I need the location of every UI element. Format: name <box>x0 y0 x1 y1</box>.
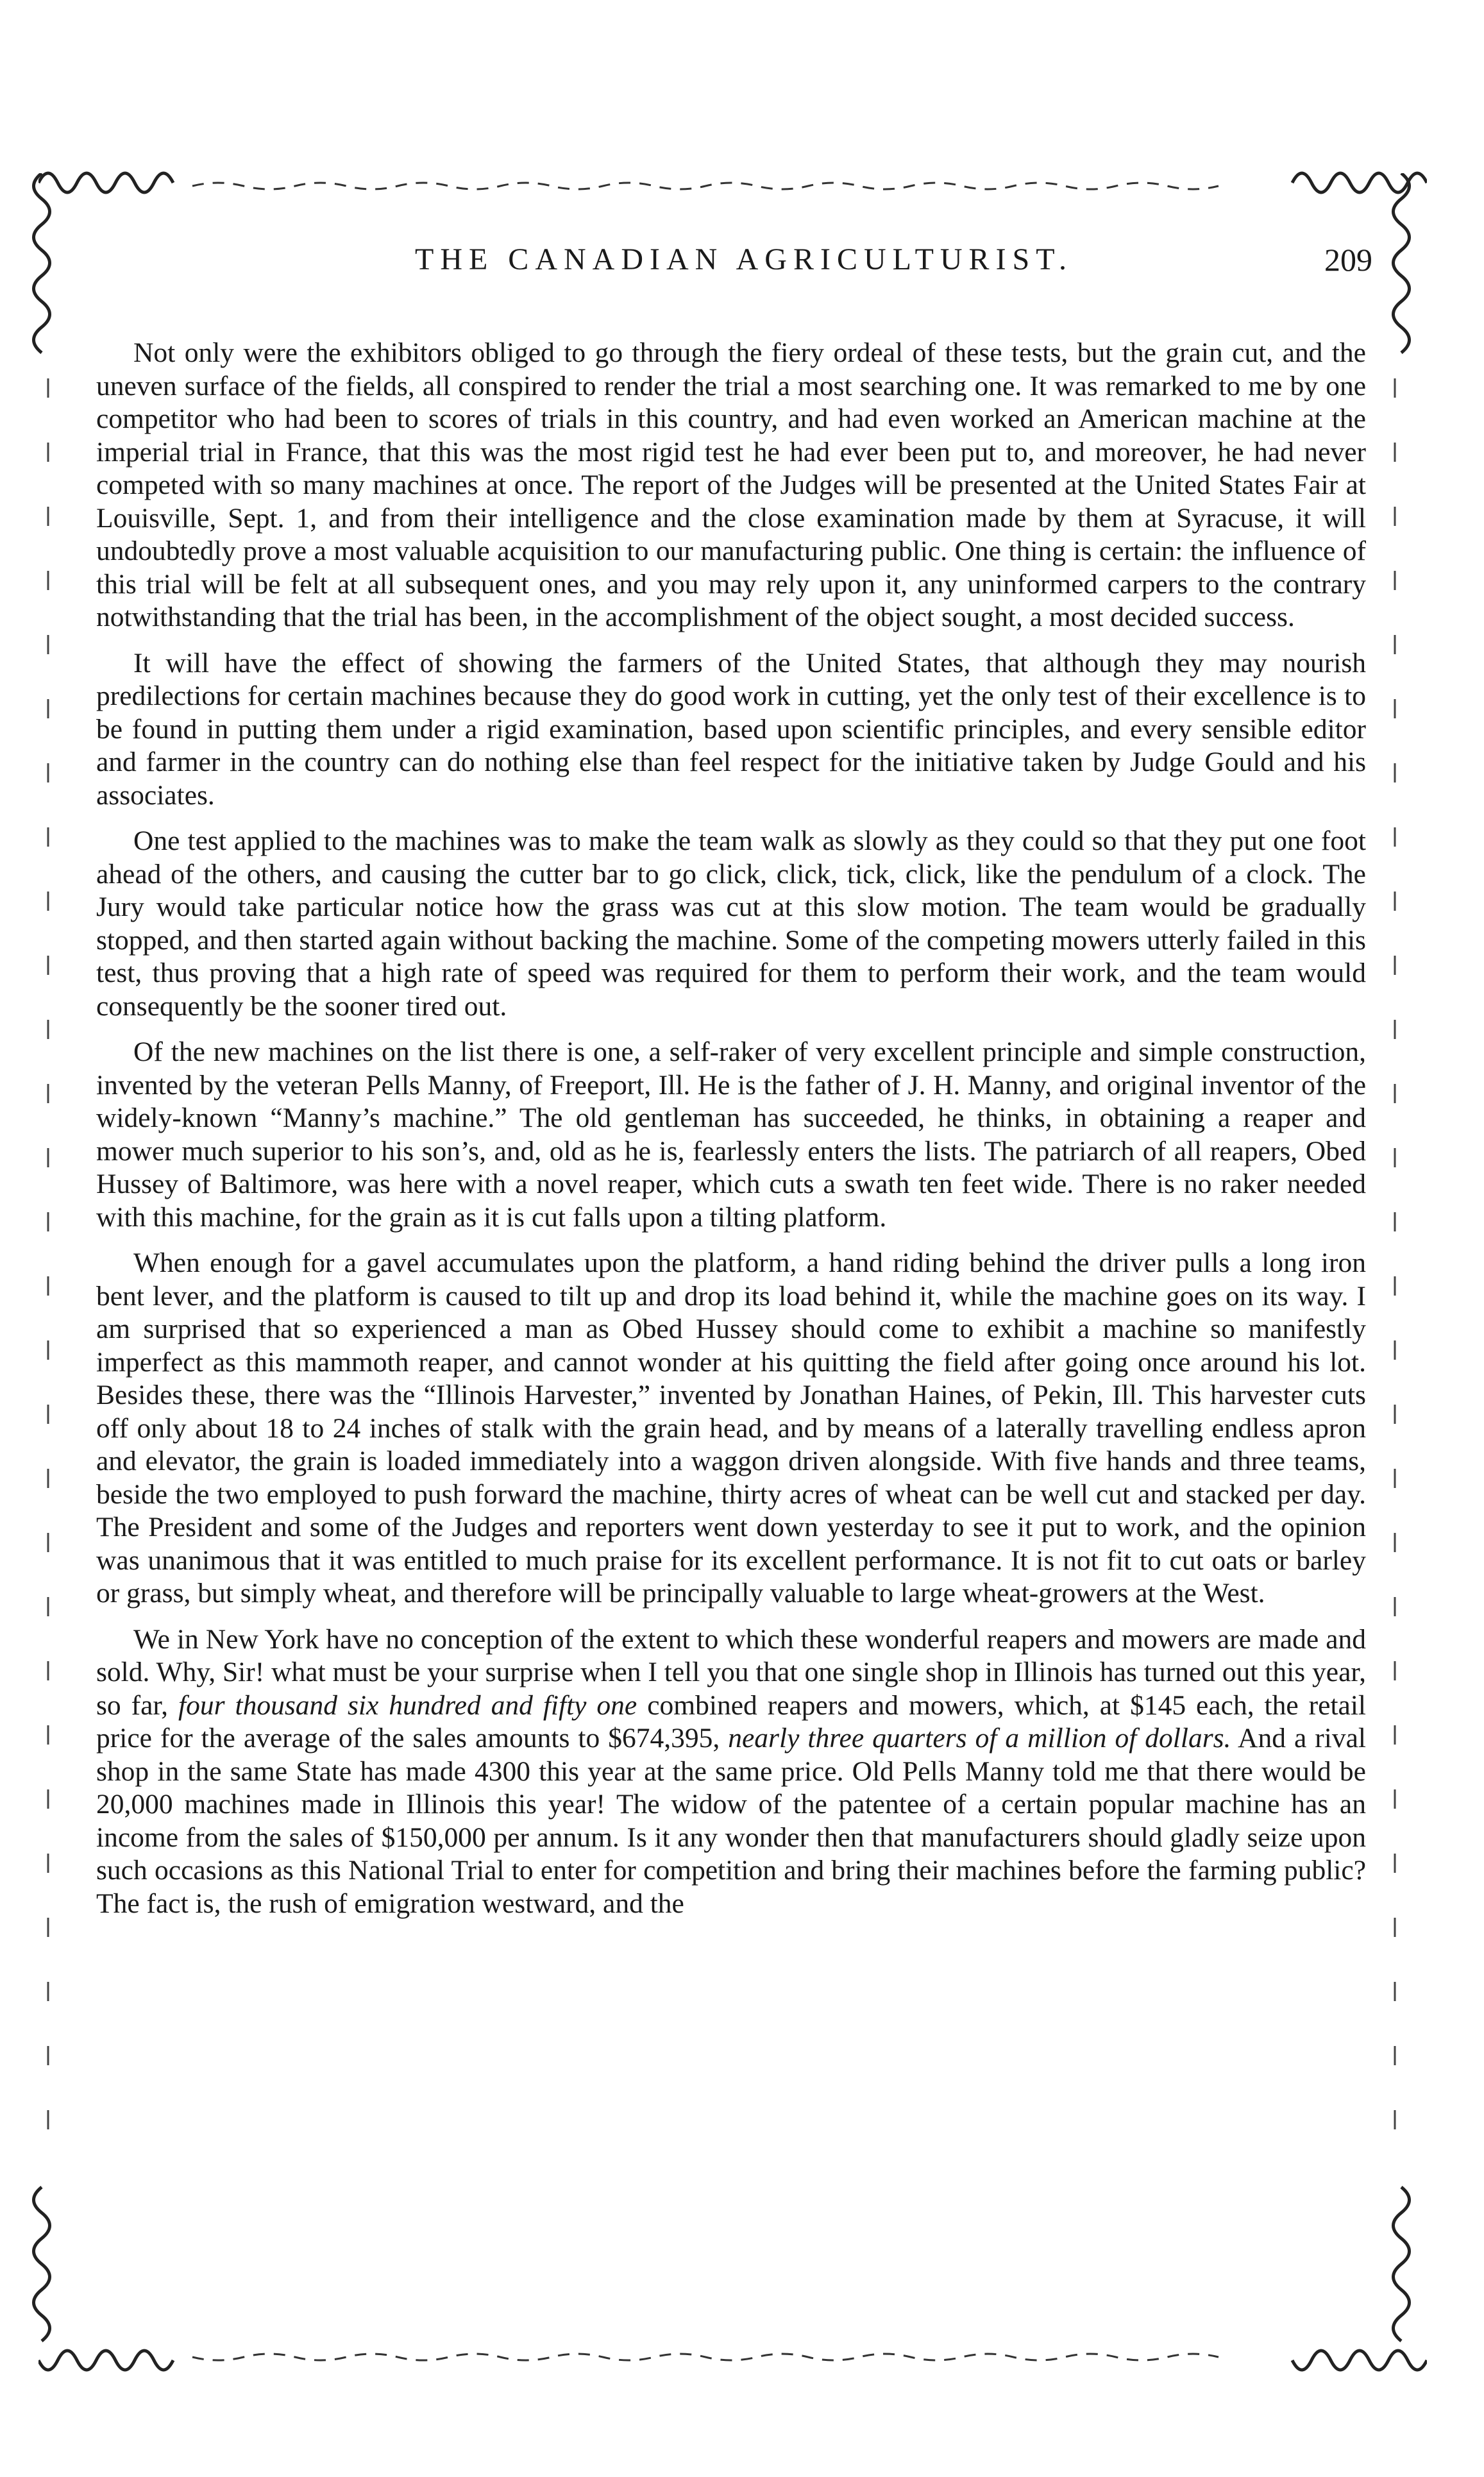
text-run: And a rival shop in the same State has made 4300 this year at the same price. Old Pells Manny told me that there would be 20,000 machines made in Illinois this year! The widow of the patentee of a certain popular machine has an income from the sales of $150,000 per annum. Is it any wonder then that manufacturers should gladly seize upon such occasions as this National Trial to enter for competition and bring their machines before the farming public? The fact is, the rush of emigration westward, and the <box>96 1723 1366 1919</box>
italic-text: nearly three quarters of a million of dollars. <box>728 1723 1231 1754</box>
ornamental-border-right <box>1379 173 1424 2367</box>
paragraph: Not only were the exhibitors obliged to go through the fiery ordeal of these tests, but the grain cut, and the uneven surface of the fields, all conspired to render the trial a most searching one. It was remarked to me by one competitor who had been to scores of trials in this country, and had even worked an American machine at the imperial trial in France, that this was the most rigid test he had ever been put to, and moreover, he had never competed with so many machines at once. The report of the Judges will be presented at the United States Fair at Louisville, Sept. 1, and from their intelligence and the close examination made by them at Syracuse, it will undoubtedly prove a most valuable acquisition to our manufacturing public. One thing is certain: the influence of this trial will be felt at all subsequent ones, and you may rely upon it, any uninformed carpers to the contrary notwithstanding that the trial has been, in the accomplishment of the object sought, a most decided success. <box>96 337 1366 632</box>
paragraph: When enough for a gavel accumulates upon the platform, a hand riding behind the driver pulls a long iron bent lever, and the platform is caused to tilt up and drop its load behind it, while the machine goes on its way. I am surprised that so experienced a man as Obed Hussey should come to exhibit a machine so manifestly imperfect as this mammoth reaper, and cannot wonder at his quitting the field after going once around his lot. Besides these, there was the “Illinois Harvester,” invented by Jonathan Haines, of Pekin, Ill. This harvester cuts off only about 18 to 24 inches of stalk with the grain head, and by means of a laterally travelling endless apron and elevator, the grain is loaded immediately into a waggon driven alongside. With five hands and three teams, beside the two employed to push forward the machine, thirty acres of wheat can be well cut and stacked per day. The President and some of the Judges and reporters went down yesterday to see it put to work, and the opinion was unanimous that it was entitled to much praise for its excellent performance. It is not fit to cut oats or barley or grass, but simply wheat, and therefore will be principally valuable to large wheat-growers at the West. <box>96 1247 1366 1609</box>
paragraph: One test applied to the machines was to make the team walk as slowly as they could so that they put one foot ahead of the others, and causing the cutter bar to go click, click, tick, click, like the pendulum of a clock. The Jury would take particular notice how the grass was cut at this slow motion. The team would be gradually stopped, and then started again without backing the machine. Some of the competing mowers utterly failed in this test, thus proving that a high rate of speed was required for them to perform their work, and the team would consequently be the sooner tired out. <box>96 825 1366 1022</box>
running-title: THE CANADIAN AGRICULTURIST. <box>415 242 1073 276</box>
paragraph-last <box>96 1623 1366 1921</box>
paragraph: Of the new machines on the list there is one, a self-raker of very excellent principle and simple construction, invented by the veteran Pells Manny, of Freeport, Ill. He is the father of J. H. Manny, and original inventor of the widely-known “Manny’s machine.” The old gentleman has succeeded, he thinks, in obtaining a reaper and mower much superior to his son’s, and, old as he is, fearlessly enters the lists. The patriarch of all reapers, Obed Hussey of Baltimore, was here with a novel reaper, which cuts a swath ten feet wide. There is no raker needed with this machine, for the grain as it is cut falls upon a tilting platform. <box>96 1036 1366 1233</box>
ornamental-border-bottom <box>38 2338 1427 2383</box>
paragraph: It will have the effect of showing the farmers of the United States, that although they may nourish predilections for certain machines because they do good work in cutting, yet the only test of their excellence is to be found in putting them under a rigid examination, based upon scientific principles, and every sensible editor and farmer in the country can do nothing else than feel respect for the initiative taken by Judge Gould and his associates. <box>96 647 1366 811</box>
article-body <box>96 337 1366 1933</box>
ornamental-border-top <box>38 160 1427 205</box>
ornamental-border-left <box>19 173 64 2367</box>
text-run: combined reapers and mowers, which, at $145 each, the retail price for the average of the sales amounts to $674,395, <box>96 1689 1367 1754</box>
page-header <box>103 231 1385 289</box>
text-run: We in New York have no conception of the extent to which these wonderful reapers and mowers are made and sold. Why, Sir! what must be your surprise when I tell you that one single shop in Illinois has turned out this year, so far, <box>96 1623 1366 1721</box>
page-number: 209 <box>1324 242 1372 278</box>
italic-text: four thousand six hundred and fifty one <box>178 1689 637 1721</box>
